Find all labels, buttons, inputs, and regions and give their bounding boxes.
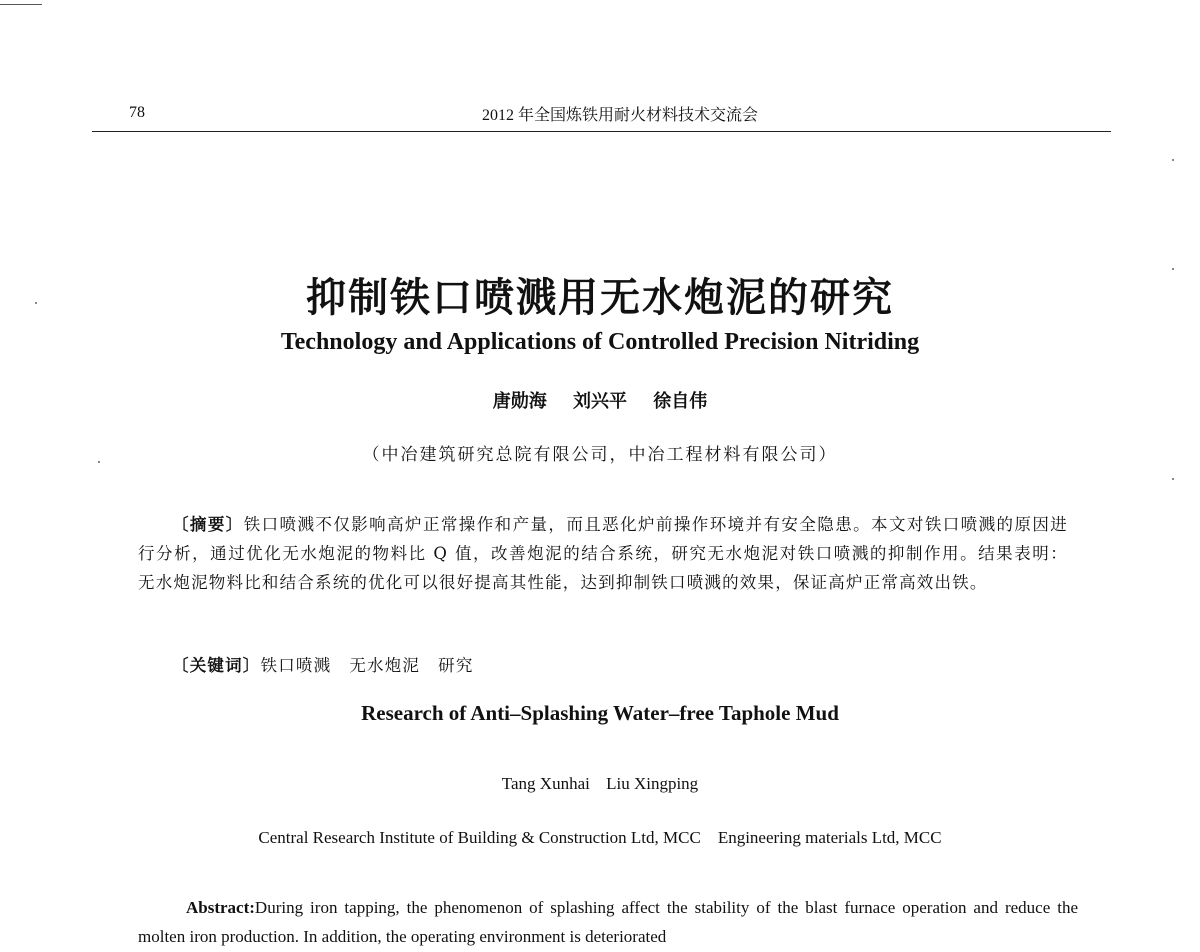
abstract-english-paragraph xyxy=(138,893,1078,951)
author-name: Liu Xingping xyxy=(606,774,699,793)
paper-title-chinese: 抑制铁口喷溅用无水炮泥的研究 xyxy=(306,275,894,321)
paper-title-english-research: Research of Anti–Splashing Water–free Taphole Mud xyxy=(361,701,839,725)
author-name: 唐勋海 xyxy=(492,391,547,412)
keyword: 研究 xyxy=(438,656,474,675)
author-list-english xyxy=(0,774,1200,794)
header-rule xyxy=(92,131,1111,132)
running-header: 2012 年全国炼铁用耐火材料技术交流会 xyxy=(481,107,758,124)
author-name: 刘兴平 xyxy=(573,391,627,412)
abstract-label-english: Abstract: xyxy=(186,898,255,917)
abstract-chinese-paragraph xyxy=(138,510,1068,597)
page-number: 78 xyxy=(129,104,145,121)
keywords-label-chinese: 〔关键词〕 xyxy=(172,656,261,675)
abstract-text-english: During iron tapping, the phenomenon of splashing affect the stability of the blast furnace operation and reduce the molten iron production. In addition, the operating environment is deteriorated xyxy=(138,898,1078,946)
abstract-text-chinese: 铁口喷溅不仅影响高炉正常操作和产量，而且恶化炉前操作环境并有安全隐患。本文对铁口喷溅的原因进行分析，通过优化无水炮泥的物料比 Q 值，改善炮泥的结合系统，研究无水炮泥对铁口喷溅的抑制作用。结果表明：无水炮泥物料比和结合系统的优化可以很好提高其性能，达到抑制铁口喷溅的效果，保证高炉正常高效出铁。 xyxy=(138,515,1068,592)
author-name: 徐自伟 xyxy=(653,391,708,412)
keyword: 铁口喷溅 xyxy=(260,656,332,675)
paper-title-english: Technology and Applications of Controlled Precision Nitriding xyxy=(280,329,920,355)
keywords-chinese xyxy=(172,652,492,676)
abstract-label-chinese: 〔摘要〕 xyxy=(172,515,244,534)
abstract-english xyxy=(138,893,1078,951)
author-list-chinese xyxy=(0,387,1200,413)
author-name: Tang Xunhai xyxy=(501,774,590,793)
scan-speck xyxy=(1172,159,1174,161)
scan-speck xyxy=(1172,478,1174,480)
affiliation-english: Central Research Institute of Building & Construction Ltd, MCC Engineering materials Ltd, MCC xyxy=(258,828,942,847)
abstract-chinese xyxy=(138,510,1068,597)
corner-crop-mark xyxy=(0,4,42,5)
keyword: 无水炮泥 xyxy=(349,656,421,675)
affiliation-chinese: （中冶建筑研究总院有限公司，中冶工程材料有限公司） xyxy=(362,445,838,465)
